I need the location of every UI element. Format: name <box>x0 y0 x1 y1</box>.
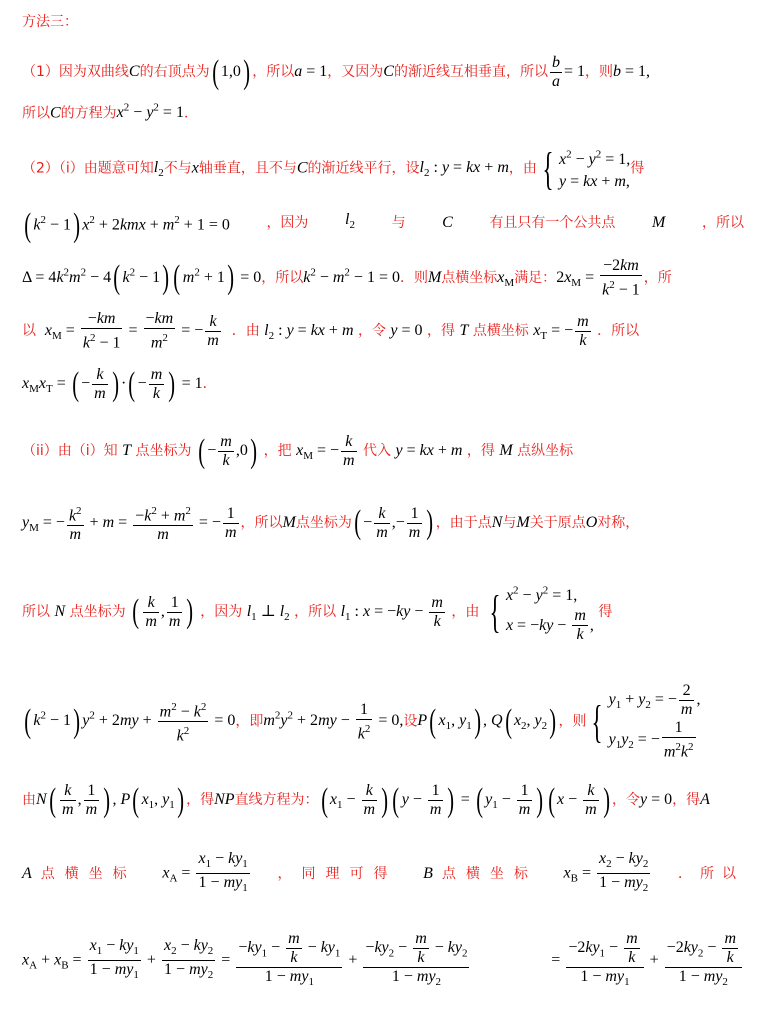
part2ii-equation-xA-plus-xB: $x_A + x_B$ = $\frac{x_1 - ky_1}{1 - my_1}$ + $\frac{x_2 - ky_2}{1 - my_2}$ = $-ky_1$ − $\frac{m}{k}$ − $ky_1$ $1 - my_1$ + $-ky_2$ − $\frac{m}{k}$ − $ky_2$ $1 - my_2$ = $-2ky_1$ − $\frac{m}{k}$ $1 - my_1$ + $-2ky_2$ − $\frac{m}{k}$ $1 - my_2$ <box>22 930 744 991</box>
part2ii-line5: 由N( $\frac{k}{m}$ , $\frac{1}{m}$ ) , P( $x_1$, $y_1$) ，得NP直线方程为：( $x_1$ − $\frac{k}{m}$ ) ( y − $\frac{1}{m}$ ) = ( $y_1$ − $\frac{1}{m}$ ) ( x − $\frac{k}{m}$ ) ，令y = 0，得A <box>22 781 710 819</box>
part2ii-line6: A 点横坐标 $x_A$ = $\frac{x_1 - ky_1}{1 - my_1}$ ，同理可得 B 点横坐标 $x_B$ = $\frac{x_2 - ky_2}{1 - my_2}$ ．所以 <box>22 850 744 895</box>
part2i-line2: ( $k^2 - 1$) $x^2 + 2kmx + m^2 + 1 = 0$ ，因为 $l_2$ 与 C 有且只有一个公共点 M ，所以 <box>24 206 744 244</box>
part2i-line1: （2）（i）由题意可知$l_2$不与x轴垂直，且不与C的渐近线平行，设$l_2$ : y = kx + m，由 { $x^2 - y^2 = 1$, y = kx + m,得 <box>22 142 645 194</box>
part2i-line4: 以 $x_M$ = $\frac{-km}{k^2 - 1}$ = $\frac{-km}{m^2}$ = − $\frac{k}{m}$ ．由 $l_2$ : y = kx + m ，令 y = 0 ，得 T 点横坐标 $x_T$ = − $\frac{m}{k}$ ．所以 <box>22 310 640 352</box>
part1-line2: 所以C的方程为$x^2 - y^2 = 1$． <box>22 102 198 122</box>
method-heading: 方法三： <box>22 14 78 30</box>
part2ii-line1: （ii）由（i）知 T 点坐标为 ( − $\frac{m}{k}$ ,0) ，把 $x_M$ = − $\frac{k}{m}$ 代入 y = kx + m ，得 M 点纵坐标 <box>22 432 574 470</box>
part2ii-line3: 所以 N 点坐标为 ( $\frac{k}{m}$ , $\frac{1}{m}$ ) ，因为 $l_1$ ⊥ $l_2$ ，所以 $l_1$ : x = −ky − $\frac{m}{k}$ ，由 { $x^2 - y^2 = 1$, x = −ky − $\frac{m}{k}$ , 得 <box>22 585 613 644</box>
part2ii-line2: $y_M$ = − $\frac{k^2}{m}$ + m = $\frac{-k^2 + m^2}{m}$ = − $\frac{1}{m}$ ，所以M点坐标为( − $\frac{k}{m}$ ,− $\frac{1}{m}$ ) ，由于点N与M关于原点O对称， <box>22 502 639 544</box>
part2i-line5: $x_Mx_T$ = ( − $\frac{k}{m}$ ) ·( − $\frac{m}{k}$ ) = 1． <box>22 365 217 403</box>
part1-line1: （1）因为双曲线C的右顶点为( 1,0) ，所以a = 1，又因为C的渐近线互相垂直，所以 $\frac{b}{a}$ = 1，则b = 1, <box>22 53 651 91</box>
part2i-line3: $\Delta = 4k^2m^2 - 4$( $k^2 - 1$) ( $m^2 + 1) = 0$，所以$k^2 - m^2 - 1 = 0$．则M点横坐标$x_M$满足：$2x_M$ = $\frac{-2km}{k^2 - 1}$ ，所 <box>22 257 672 299</box>
part2ii-line4: ( $k^2 - 1$) $y^2 + 2my$ + $\frac{m^2 - k^2}{k^2}$ = 0，即$m^2y^2 + 2my$ − $\frac{1}{k^2}$ = 0,设P( $x_1$, $y_1$) , Q( $x_2$, $y_2$) ，则 { $y_1 + y_2$ = − $\frac{2}{m}$ , $y_1y_2$ = − $\frac{1}{m^2k^2}$ <box>24 682 701 761</box>
